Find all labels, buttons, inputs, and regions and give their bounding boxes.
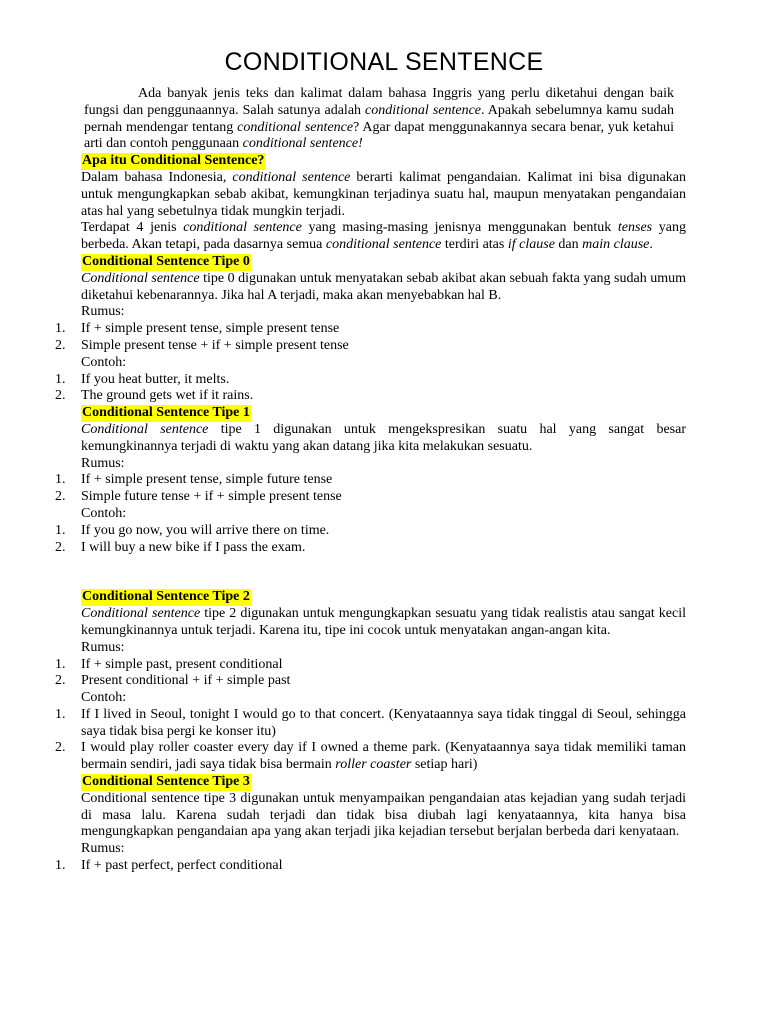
list-item: 2. Simple future tense + if + simple present tense xyxy=(55,489,342,505)
document-body xyxy=(0,86,768,875)
what-paragraph-2: Terdapat 4 jenis conditional sentence yang masing-masing jenisnya menggunakan bentuk tenses yang berbeda. Akan tetapi, pada dasarnya semua conditional sentence terdiri atas if clause dan main clause. xyxy=(81,220,687,253)
tipe1-description: Conditional sentence tipe 1 digunakan untuk mengekspresikan suatu hal yang sangat besar kemungkinannya terjadi di waktu yang akan datang jika kita melakukan sesuatu. xyxy=(81,421,686,454)
section-heading-tipe2: Conditional Sentence Tipe 2 xyxy=(82,589,250,605)
list-item: 1. If you heat butter, it melts. xyxy=(55,371,230,387)
tipe3-rumus-list xyxy=(0,858,768,875)
list-item: 2. Present conditional + if + simple past xyxy=(55,673,291,689)
tipe0-rumus-list xyxy=(0,321,768,355)
section-heading-what: Apa itu Conditional Sentence? xyxy=(82,153,265,169)
tipe0-rumus-label: Rumus: xyxy=(81,304,125,320)
tipe2-contoh-list xyxy=(0,707,768,774)
tipe1-rumus-label: Rumus: xyxy=(81,455,125,471)
tipe2-description: Conditional sentence tipe 2 digunakan untuk mengungkapkan sesuatu yang tidak realistis atau sangat kecil kemungkinannya untuk terjadi. Karena itu, tipe ini cocok untuk menyatakan angan-angan kita. xyxy=(81,606,686,638)
list-item: 2. The ground gets wet if it rains. xyxy=(55,388,254,404)
page-title: CONDITIONAL SENTENCE xyxy=(224,48,544,76)
list-item: 2. I will buy a new bike if I pass the exam. xyxy=(55,539,306,555)
tipe1-contoh-label: Contoh: xyxy=(81,505,127,521)
section-heading-tipe3: Conditional Sentence Tipe 3 xyxy=(82,774,250,790)
tipe0-description: Conditional sentence tipe 0 digunakan untuk menyatakan sebab akibat akan sebuah fakta yang sudah umum diketahui kebenarannya. Jika hal A terjadi, maka akan menyebabkan hal B. xyxy=(81,270,686,303)
tipe3-rumus-label: Rumus: xyxy=(81,841,125,857)
list-item: 2. I would play roller coaster every day if I owned a theme park. (Kenyataannya saya tidak memiliki taman bermain sendiri, jadi saya tidak bisa bermain roller coaster setiap hari) xyxy=(55,740,686,773)
tipe2-rumus-list xyxy=(0,657,768,691)
list-item: 1. If + simple present tense, simple present tense xyxy=(55,321,340,337)
tipe2-contoh-label: Contoh: xyxy=(81,690,127,706)
section-heading-tipe0: Conditional Sentence Tipe 0 xyxy=(82,253,250,269)
tipe1-contoh-list xyxy=(0,523,768,557)
tipe0-contoh-list xyxy=(0,372,768,406)
intro-paragraph: Ada banyak jenis teks dan kalimat dalam bahasa Inggris yang perlu diketahui dengan baik fungsi dan penggunaannya. Salah satunya adalah conditional sentence. Apakah sebelumnya kamu sudah pernah mendengar tentang conditional sentence? Agar dapat menggunakannya secara benar, yuk ketahui arti dan contoh penggunaan conditional sentence! xyxy=(84,86,674,152)
list-item: 1. If + simple present tense, simple future tense xyxy=(55,472,333,488)
what-paragraph-1: Dalam bahasa Indonesia, conditional sentence berarti kalimat pengandaian. Kalimat ini bisa digunakan untuk mengungkapkan sebab akibat, kemungkinan terjadinya suatu hal, maupun menyatakan pengandaian atas hal yang sebetulnya tidak mungkin terjadi. xyxy=(81,169,686,219)
tipe2-rumus-label: Rumus: xyxy=(81,639,125,655)
tipe0-contoh-label: Contoh: xyxy=(81,354,127,370)
tipe1-rumus-list xyxy=(0,472,768,506)
list-item: 1. If you go now, you will arrive there on time. xyxy=(55,522,330,538)
list-item: 2. Simple present tense + if + simple present tense xyxy=(55,337,349,353)
list-item: 1. If I lived in Seoul, tonight I would go to that concert. (Kenyataannya saya tidak tinggal di Seoul, sehingga saya tidak bisa pergi ke konser itu) xyxy=(55,706,686,739)
list-item: 1. If + simple past, present conditional xyxy=(55,656,283,672)
list-item: 1. If + past perfect, perfect conditional xyxy=(55,858,283,874)
section-heading-tipe1: Conditional Sentence Tipe 1 xyxy=(82,405,250,421)
tipe3-description: Conditional sentence tipe 3 digunakan untuk menyampaikan pengandaian atas kejadian yang sudah terjadi di masa lalu. Karena sudah terjadi dan tidak bisa diubah lagi kenyataannya, kita hanya bisa mengungkapkan pengandaian apa yang akan terjadi jika kejadian tersebut berjalan berbeda dari kenyataan. xyxy=(81,790,686,840)
